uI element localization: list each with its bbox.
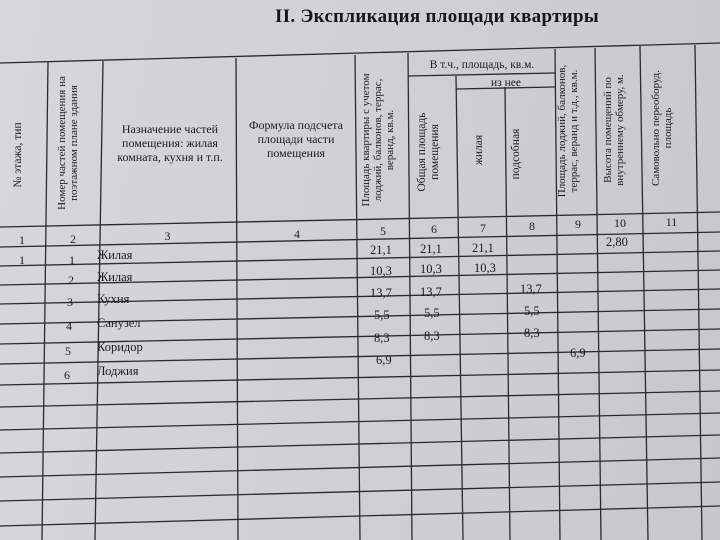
header-auxiliary: подсобная [510,128,522,180]
row-3-number: 3 [67,295,73,309]
row-4-total: 5,5 [424,306,440,320]
header-of-which: из нее [491,77,521,89]
header-height: Высота помещений по внутреннему обмеру, м. [602,74,626,186]
height-value: 2,80 [606,235,628,249]
row-3-aux: 13,7 [520,282,542,296]
col-number-8: 8 [529,219,535,233]
header-self-built: Самовольно переоборуд. площадь [650,69,674,187]
row-2-living: 10,3 [474,261,496,275]
col-number-10: 10 [614,216,626,230]
row-4-name: Санузел [97,316,141,330]
row-3-area: 13,7 [370,286,392,300]
col-number-6: 6 [431,222,437,236]
row-2-name: Жилая [97,270,133,284]
header-loggia-area: Площадь лоджий, балконов, террас, веранд и т.д., кв.м. [556,64,580,198]
col-number-1: 1 [19,233,25,247]
row-2-number: 2 [68,273,74,287]
header-floor: № этажа, тип [12,122,24,188]
page-title: II. Экспликация площади квартиры [275,6,599,27]
row-4-number: 4 [66,319,72,333]
col-number-5: 5 [380,224,386,238]
row-3-total: 13,7 [420,285,442,299]
row-5-name: Коридор [97,340,143,354]
row-1-floor: 1 [19,253,25,267]
col-number-9: 9 [575,217,581,231]
row-5-number: 5 [65,344,71,358]
row-6-name: Лоджия [97,364,139,378]
row-2-area: 10,3 [370,264,392,278]
row-6-area: 6,9 [376,353,392,367]
row-3-name: Кухня [97,292,130,306]
header-purpose: Назначение частей помещения: жилая комната, кухня и т.п. [117,122,223,164]
row-5-total: 8,3 [424,329,440,343]
header-incl-area: В т.ч., площадь, кв.м. [429,59,535,71]
col-number-3: 3 [164,229,171,243]
header-living: жилая [473,134,485,166]
col-number-2: 2 [70,232,76,246]
row-2-total: 10,3 [420,262,442,276]
col-number-11: 11 [665,215,678,229]
header-part-number: Номер частей помещения на поэтажном плане здания [56,76,80,210]
row-1-living: 21,1 [472,241,494,255]
row-6-loggia: 6,9 [570,346,586,360]
header-formula: Формула подсчета площади части помещения [248,118,344,160]
row-5-area: 8,3 [374,331,390,345]
col-number-4: 4 [294,227,300,241]
row-1-name: Жилая [97,248,133,262]
row-1-number: 1 [69,253,75,267]
row-4-aux: 5,5 [524,304,540,318]
col-number-7: 7 [480,221,486,235]
row-4-area: 5,5 [374,308,390,322]
row-1-area: 21,1 [370,243,392,257]
header-total-area: Общая площадь помещения [416,112,441,192]
row-1-total: 21,1 [420,242,442,256]
row-6-number: 6 [64,368,70,382]
header-area-total-with: Площадь квартиры с учетом лоджий, балконов, террас, веранд, кв.м. [360,73,396,207]
row-5-aux: 8,3 [524,326,540,340]
